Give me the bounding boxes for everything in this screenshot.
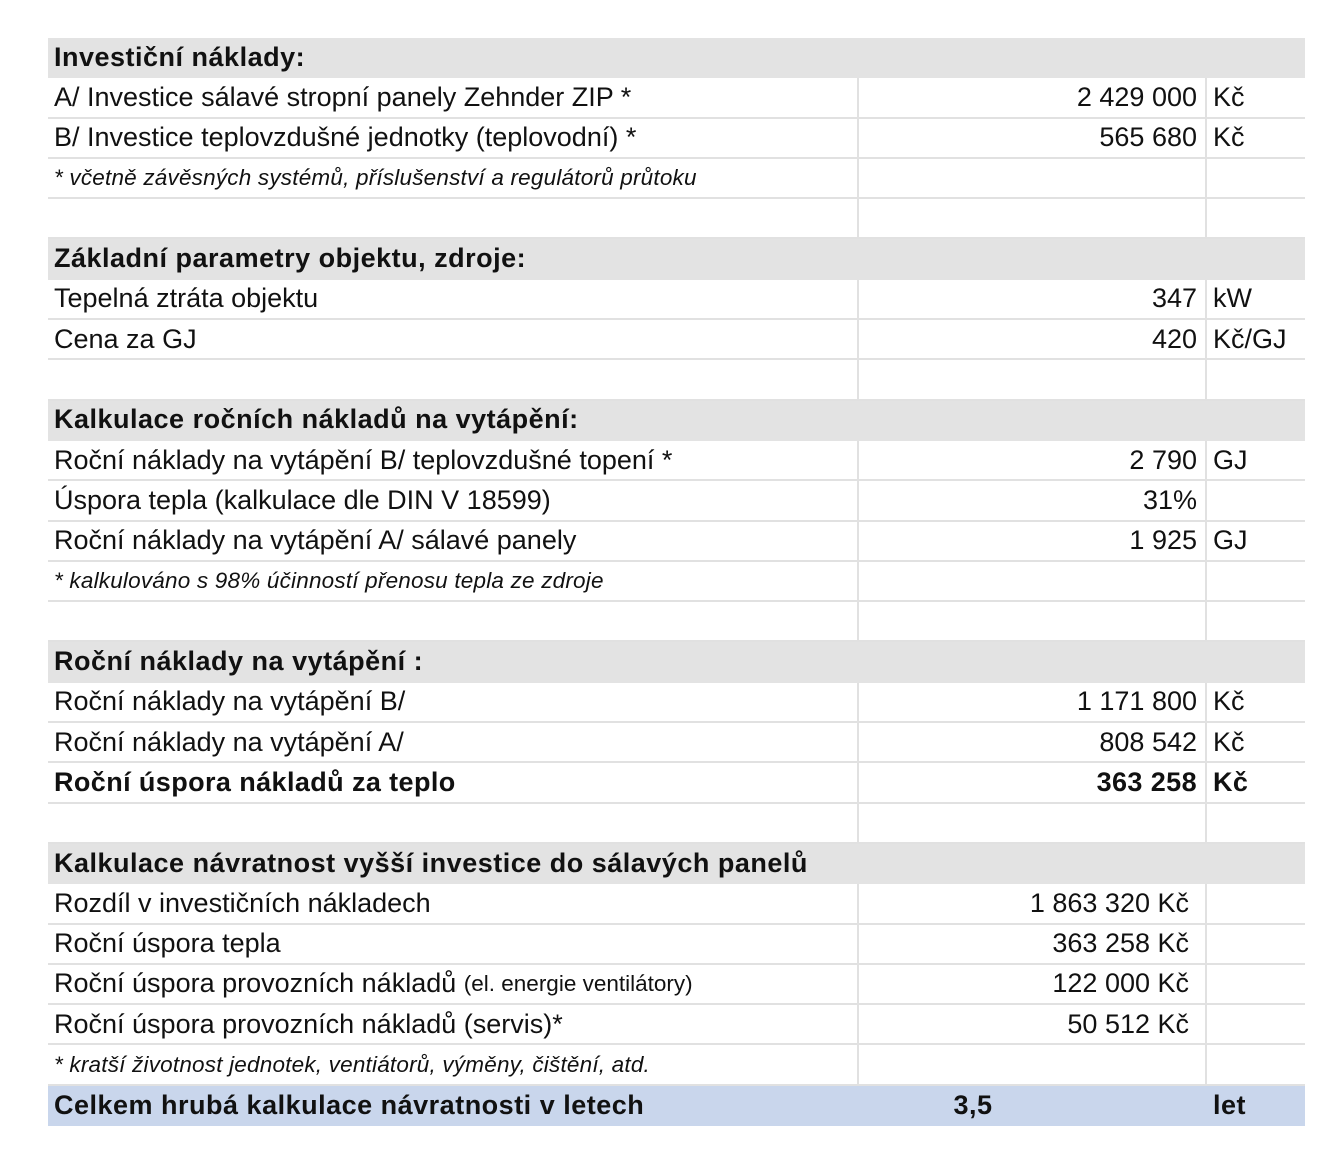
section-title: Roční náklady na vytápění : — [54, 646, 424, 677]
spacer-row — [48, 804, 1305, 844]
row-unit: Kč — [1213, 766, 1249, 797]
row-label-cell — [48, 965, 859, 1003]
table-row — [48, 723, 1305, 763]
row-value: 363 258 — [859, 763, 1207, 801]
empty-cell — [1207, 1045, 1305, 1083]
row-label: Roční úspora nákladů za teplo — [48, 763, 859, 801]
row-value: 31% — [859, 481, 1207, 519]
section-header-payback — [48, 844, 1305, 884]
row-unit — [1207, 481, 1305, 519]
table-row-savings — [48, 763, 1305, 803]
table-row — [48, 280, 1305, 320]
table-row — [48, 441, 1305, 481]
total-unit: let — [1213, 1090, 1247, 1121]
row-value: 565 680 — [859, 119, 1207, 157]
row-label: Roční úspora provozních nákladů (servis)* — [48, 1005, 859, 1043]
empty-cell — [859, 602, 1207, 640]
table-row — [48, 320, 1305, 360]
row-label: Rozdíl v investičních nákladech — [48, 884, 859, 922]
row-unit: Kč — [1213, 122, 1245, 153]
row-unit: GJ — [1213, 525, 1248, 556]
empty-cell — [1207, 965, 1305, 1003]
table-row — [48, 884, 1305, 924]
row-label-extra: (el. energie ventilátory) — [463, 970, 693, 996]
section-header-annual-calc — [48, 401, 1305, 441]
section-title: Kalkulace ročních nákladů na vytápění: — [54, 404, 579, 435]
total-value: 3,5 — [953, 1090, 993, 1121]
row-label: B/ Investice teplovzdušné jednotky (teplovodní) * — [48, 119, 859, 157]
empty-cell — [859, 562, 1207, 600]
row-unit: GJ — [1213, 444, 1248, 475]
table-row — [48, 119, 1305, 159]
empty-cell — [1207, 884, 1305, 922]
footnote: * včetně závěsných systémů, příslušenství a regulátorů průtoku — [48, 159, 859, 197]
row-unit: Kč — [1213, 81, 1245, 112]
empty-cell — [1207, 562, 1305, 600]
section-title: Investiční náklady: — [54, 41, 306, 72]
empty-cell — [859, 159, 1207, 197]
row-label: Roční úspora provozních nákladů — [54, 968, 457, 999]
spacer-row — [48, 199, 1305, 239]
total-row — [48, 1086, 1305, 1126]
empty-cell — [1207, 602, 1305, 640]
row-value: 363 258 Kč — [859, 925, 1207, 963]
section-header-investment — [48, 38, 1305, 78]
table-row — [48, 522, 1305, 562]
empty-cell — [48, 804, 859, 842]
table-row — [48, 481, 1305, 521]
empty-cell — [1207, 159, 1305, 197]
row-value: 1 925 — [859, 522, 1207, 560]
row-label: Roční náklady na vytápění B/ teplovzdušné topení * — [48, 441, 859, 479]
section-title: Kalkulace návratnost vyšší investice do sálavých panelů — [54, 847, 808, 878]
empty-cell — [48, 360, 859, 398]
row-unit: kW — [1213, 283, 1252, 314]
empty-cell — [859, 360, 1207, 398]
row-label: Roční náklady na vytápění B/ — [48, 683, 859, 721]
row-value: 2 790 — [859, 441, 1207, 479]
row-label: Roční úspora tepla — [48, 925, 859, 963]
row-value: 50 512 Kč — [859, 1005, 1207, 1043]
table-row — [48, 78, 1305, 118]
empty-cell — [48, 602, 859, 640]
total-label: Celkem hrubá kalkulace návratnosti v letech — [54, 1090, 645, 1121]
empty-cell — [859, 199, 1207, 237]
table-row — [48, 1005, 1305, 1045]
empty-cell — [1207, 1005, 1305, 1043]
empty-cell — [859, 1045, 1207, 1083]
footnote: * kratší životnost jednotek, ventiátorů, výměny, čištění, atd. — [48, 1045, 859, 1083]
row-label: Roční náklady na vytápění A/ sálavé panely — [48, 522, 859, 560]
spacer-row — [48, 602, 1305, 642]
empty-cell — [1207, 360, 1305, 398]
row-label: Roční náklady na vytápění A/ — [48, 723, 859, 761]
table-row — [48, 965, 1305, 1005]
empty-cell — [1207, 925, 1305, 963]
section-header-annual-costs — [48, 642, 1305, 682]
note-row — [48, 562, 1305, 602]
empty-cell — [48, 199, 859, 237]
row-value: 808 542 — [859, 723, 1207, 761]
empty-cell — [1207, 199, 1305, 237]
section-header-parameters — [48, 239, 1305, 279]
table-row — [48, 683, 1305, 723]
row-value: 1 863 320 Kč — [859, 884, 1207, 922]
table-row — [48, 925, 1305, 965]
row-unit: Kč — [1213, 686, 1245, 717]
row-value: 420 — [859, 320, 1207, 358]
row-label: Úspora tepla (kalkulace dle DIN V 18599) — [48, 481, 859, 519]
empty-cell — [859, 804, 1207, 842]
row-label: Tepelná ztráta objektu — [48, 280, 859, 318]
footnote: * kalkulováno s 98% účinností přenosu tepla ze zdroje — [48, 562, 859, 600]
row-value: 2 429 000 — [859, 78, 1207, 116]
row-label: A/ Investice sálavé stropní panely Zehnder ZIP * — [48, 78, 859, 116]
note-row — [48, 1045, 1305, 1085]
section-title: Základní parametry objektu, zdroje: — [54, 243, 527, 274]
row-label: Cena za GJ — [48, 320, 859, 358]
calculation-table — [48, 38, 1305, 1126]
row-value: 122 000 Kč — [859, 965, 1207, 1003]
row-value: 1 171 800 — [859, 683, 1207, 721]
spacer-row — [48, 360, 1305, 400]
row-value: 347 — [859, 280, 1207, 318]
row-unit: Kč — [1213, 726, 1245, 757]
empty-cell — [1207, 804, 1305, 842]
row-unit: Kč/GJ — [1213, 323, 1287, 354]
note-row — [48, 159, 1305, 199]
